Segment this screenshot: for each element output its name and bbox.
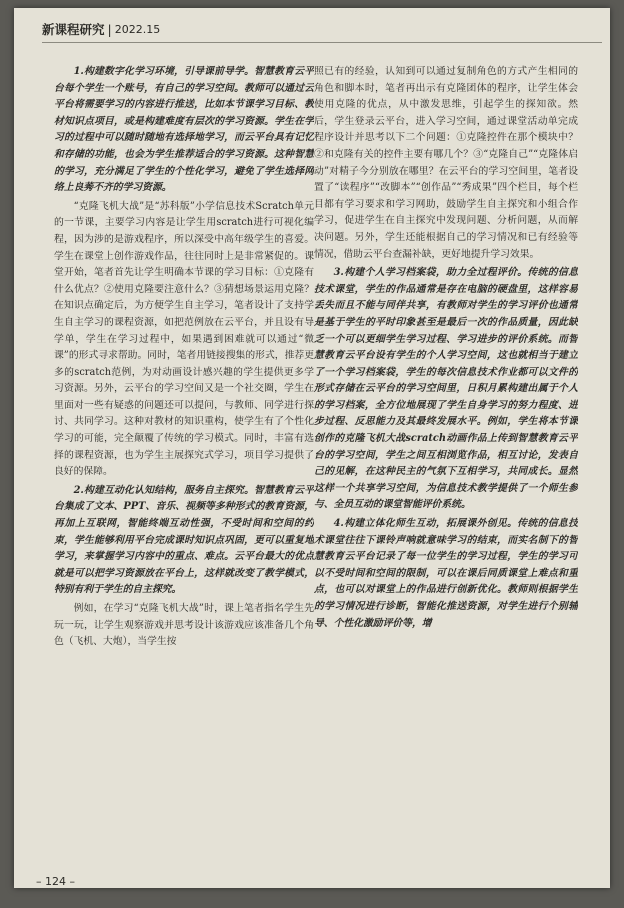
section-paragraph: 1.构建数字化学习环境，引导课前导学。智慧教育云平台每个学生一个账号，有自己的学习空间。教师可以通过云平台将需要学习的内容进行推送，比如本节课学习目标、教材知识点项目，或是构建难度有层次的学习资源。学生在学习的过程中可以随时随地有选择地学习，而云平台具有记忆和存储的功能，也会为学生推荐适合的学习资源。这种智慧的学习，充分满足了学生的个性化学习，避免了学生选择网络上良莠不齐的学习资源。 — [54, 66, 314, 194]
section-paragraph: 2.构建互动化认知结构，服务自主探究。智慧教育云平台集成了文本、PPT、音乐、视频等多种形式的教育资源，再加上互联网，智能终端互动性强，不受时间和空间的约束，学生能够利用平台完成课时知识点巩固，更可以重复地学习，来掌握学习内容中的重点、难点。云平台最大的优点就是可以把学习资源放在平台上，这样就改变了教学模式，特别有利于学生的自主探究。 — [54, 484, 314, 596]
document-page — [14, 8, 610, 888]
body-paragraph: “克隆飞机大战”是“苏科版”小学信息技术Scratch单元的一节课，主要学习内容是让学生用scratch进行可视化编程，因为涉的是游戏程序，所以深受中高年级学生的喜爱。学生在课堂上创作游戏作品，往往同时上是非常紧促的。课堂开始，笔者首先让学生明确本节课的学习目标：①克隆有什么优点？②使用克隆要注意什么？③猜想场景运用克隆？在知识点确定后，为方便学生自主学习，笔者设计了支持学生自主学习的课程资源，如把范例放在云平台，并且设有导学单，学生在学习过程中，如果遇到困难就可以通过“微课”的形式寻求帮助。同时，笔者用链接搜集的形式，推荐更多的scratch范例，为对动画设计感兴趣的学生提供更多学习资源。另外，云平台的学习空间又是一个社交圈，学生在里面对一些有疑惑的问题还可以提问，与教师、同学进行探讨、共同学习。这种对教材的知识重构，使学生有了个性化学习的可能，完全颠覆了传统的学习模式。同时，丰富有选择的课程资源，也为学生主展探究式学习，项目学习提供了良好的保障。 — [54, 200, 314, 478]
section-paragraph: 4.构建立体化师生互动，拓展课外创见。传统的信息技术课堂往往下课铃声响就意味学习的结束，而实名制下的智慧教育云平台记录了每一位学生的学习过程，学生的学习可以不受时间和空间的限制，可以在课后同质课堂上难点和重点，也可以对课堂上的作品进行创新优化。教师则根据学生的学习情况进行诊断，智能化推送资源，对学生进行个别辅导、个性化激励评价等，增 — [314, 518, 578, 629]
journal-title: 新课程研究 — [42, 22, 105, 37]
section-paragraph: 3.构建个人学习档案袋，助力全过程评价。传统的信息技术课堂，学生的作品通常是存在电脑的硬盘里，这样容易丢失而且不能与同伴共享，有教师对学生的学习评价也通常是基于学生的平时印象甚至是最后一次的作品质量，因此缺乏一个可以更细学生学习过程、学习进步的评价系统。而智慧教育云平台设有学生的个人学习空间，这也就相当于建立了一个学习档案袋，学生的每次信息技术作业都可以文件的形式存储在云平台的学习空间里，日积月累构建出属于个人的学习档案，全方位地展现了学生自身学习的努力程度、进步过程、反思能力及其最终发展水平。例如，学生将本节课创作的克隆飞机大战scratch动画作品上传到智慧教育云平台的学习空间，学生之间互相浏览作品，相互讨论，发表自己的见解，在这种民主的气氛下互相学习，共同成长。显然这样一个共享学习空间，为信息技术教学提供了一个师生参与、全员互动的课堂智能评价系统。 — [314, 267, 578, 511]
header-separator: | — [107, 21, 112, 37]
body-paragraph: 照已有的经验，认知到可以通过复制角色的方式产生相同的角色和脚本时，笔者再出示有克隆团体的程序，让学生体会使用克隆的优点，从中激发思维，引起学生的探知欲。然后，学生登录云平台，进入学习空间，通过课堂活动单完成程序设计并思考以下二个问题：①克隆控件在那个模块中？②和克隆有关的控件主要有哪几个？③“克隆自己”“克隆体启动”对精子今分别放在哪里？在云平台的学习空间里，笔者设置了“读程序”“改脚本”“创作品”“秀成果”四个栏目，每个栏目都有学习要求和学习网助，鼓励学生自主探究和小组合作学习，促进学生在自主探究中发现问题、分析问题，从而解决问题。另外，学生还能根据自己的学习情况和已有经验等情况，借助云平台查漏补缺，更好地提升学习效果。 — [314, 66, 578, 260]
page-number: – 124 – — [36, 875, 75, 888]
issue-number: 2022.15 — [114, 22, 161, 36]
running-header — [42, 16, 602, 43]
left-column — [54, 64, 314, 872]
body-paragraph: 例如，在学习“克隆飞机大战”时，课上笔者指名学生先玩一玩，让学生观察游戏并思考设计该游戏应该准备几个角色（飞机、大炮），当学生按 — [54, 603, 314, 648]
right-column — [314, 64, 578, 884]
